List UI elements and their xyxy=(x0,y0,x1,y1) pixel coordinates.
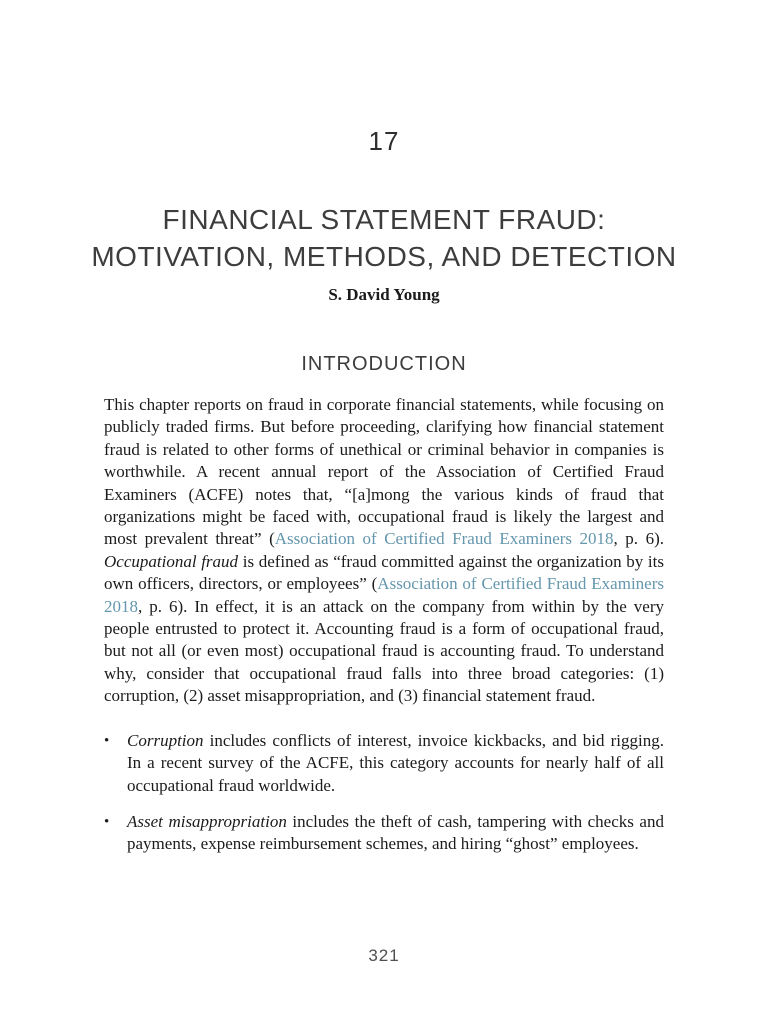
italic-term: Occupational fraud xyxy=(104,551,239,571)
section-heading-introduction: INTRODUCTION xyxy=(301,353,467,375)
bullet-list xyxy=(104,730,664,856)
body-content xyxy=(104,394,664,870)
citation-link[interactable]: Association of Certified Fraud Examiners 2018 xyxy=(104,574,664,616)
bullet-icon: • xyxy=(104,813,110,830)
chapter-title xyxy=(0,201,768,275)
bullet-text-asset-misappropriation xyxy=(127,811,664,856)
citation-link[interactable]: Association of Certified Fraud Examiners 2018 xyxy=(274,529,614,549)
chapter-title-line-1: FINANCIAL STATEMENT FRAUD: xyxy=(162,204,606,235)
text-segment: , p. 6). xyxy=(613,529,664,549)
text-segment: includes the theft of cash, tampering with checks and payments, expense reimbursement schemes, and hiring “ghost” employees. xyxy=(127,811,664,854)
text-segment: includes conflicts of interest, invoice kickbacks, and bid rigging. In a recent survey of the ACFE, this category accounts for nearly half of all occupational fraud worldwide. xyxy=(127,730,664,795)
bullet-text-corruption xyxy=(127,730,664,797)
intro-paragraph xyxy=(104,394,664,708)
text-segment: This chapter reports on fraud in corporate financial statements, while focusing on publicly traded firms. But before proceeding, clarifying how financial statement fraud is related to other forms of unethical or criminal behavior in companies is worthwhile. A recent annual report of the Association of Certified Fraud Examiners (ACFE) notes that, “[a]mong the various kinds of fraud that organizations might be faced with, occupational fraud is likely the largest and most prevalent threat” ( xyxy=(104,395,664,549)
text-segment: is defined as “fraud committed against the organization by its own officers, directors, or employees” ( xyxy=(104,551,664,594)
author-name: S. David Young xyxy=(328,285,440,304)
chapter-number: 17 xyxy=(368,126,400,156)
bullet-icon: • xyxy=(104,732,110,749)
bullet-item-asset-misappropriation xyxy=(104,811,664,856)
bullet-item-corruption xyxy=(104,730,664,797)
italic-term: Corruption xyxy=(127,730,204,750)
italic-term: Asset misappropriation xyxy=(127,811,287,831)
page-number: 321 xyxy=(368,946,400,965)
chapter-title-line-2: MOTIVATION, METHODS, AND DETECTION xyxy=(91,241,677,272)
text-segment: , p. 6). In effect, it is an attack on the company from within by the very people entrusted to protect it. Accounting fraud is a form of occupational fraud, but not all (or even most) occupational fraud is accounting fraud. To understand why, consider that occupational fraud falls into three broad categories: (1) corruption, (2) asset misappropriation, and (3) financial statement fraud. xyxy=(104,596,664,706)
